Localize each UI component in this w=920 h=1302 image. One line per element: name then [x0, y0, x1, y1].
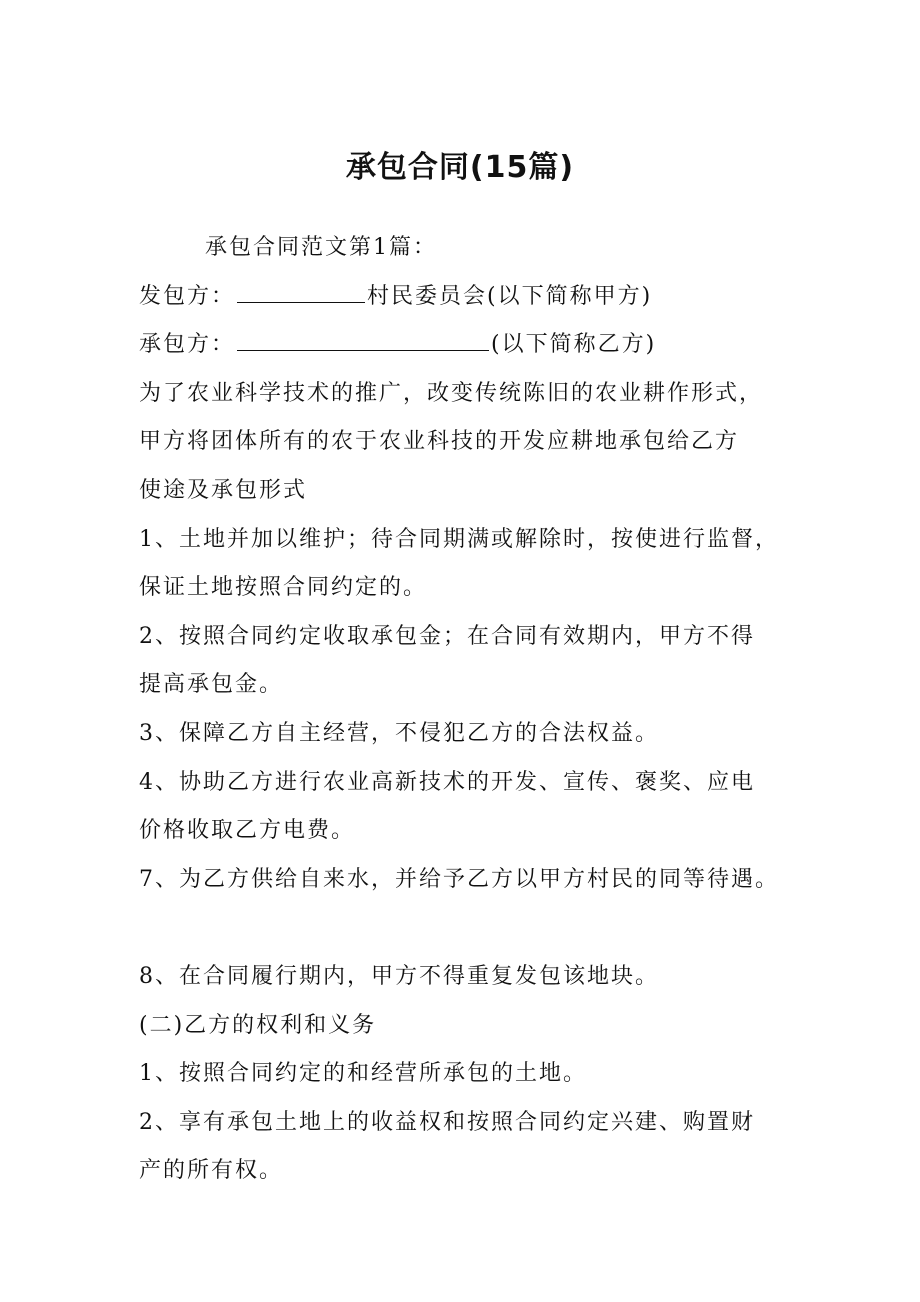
- body-line: 1、按照合同约定的和经营所承包的土地。: [139, 1061, 587, 1087]
- document-body: [139, 224, 799, 1196]
- document-title: 承包合同(15篇): [345, 150, 575, 185]
- body-line: 提高承包金。: [139, 672, 284, 698]
- party-a-line: [139, 273, 799, 322]
- body-line: 保证土地按照合同约定的。: [139, 575, 428, 601]
- body-line: 2、按照合同约定收取承包金；在合同有效期内，甲方不得: [139, 623, 755, 649]
- body-line: 7、为乙方供给自来水，并给予乙方以甲方村民的同等待遇。: [139, 866, 779, 892]
- body-line: 使途及承包形式: [139, 477, 308, 503]
- party-b-label: 承包方：: [139, 332, 236, 358]
- party-a-label: 发包方：: [139, 283, 236, 309]
- body-line: 为了农业科学技术的推广，改变传统陈旧的农业耕作形式，: [139, 380, 764, 406]
- section-heading: (二)乙方的权利和义务: [139, 1012, 377, 1038]
- body-line: 甲方将团体所有的农于农业科技的开发应耕地承包给乙方: [139, 429, 740, 455]
- body-line: 3、保障乙方自主经营，不侵犯乙方的合法权益。: [139, 720, 659, 746]
- body-line: 产的所有权。: [139, 1158, 284, 1184]
- body-line: 4、协助乙方进行农业高新技术的开发、宣传、褒奖、应电: [139, 769, 755, 795]
- body-line: 价格收取乙方电费。: [139, 818, 356, 844]
- body-line: 8、在合同履行期内，甲方不得重复发包该地块。: [139, 963, 659, 989]
- party-a-suffix: 村民委员会(以下简称甲方): [367, 283, 653, 309]
- party-b-suffix: (以下简称乙方): [491, 332, 657, 358]
- body-line: 2、享有承包土地上的收益权和按照合同约定兴建、购置财: [139, 1109, 755, 1135]
- party-b-line: [139, 321, 799, 370]
- intro-line: 承包合同范文第1篇：: [205, 235, 437, 260]
- body-line: 1、土地并加以维护；待合同期满或解除时，按使进行监督，: [139, 526, 779, 552]
- party-a-blank: [237, 276, 365, 303]
- paragraph-gap: [139, 904, 799, 953]
- party-b-blank: [237, 324, 489, 351]
